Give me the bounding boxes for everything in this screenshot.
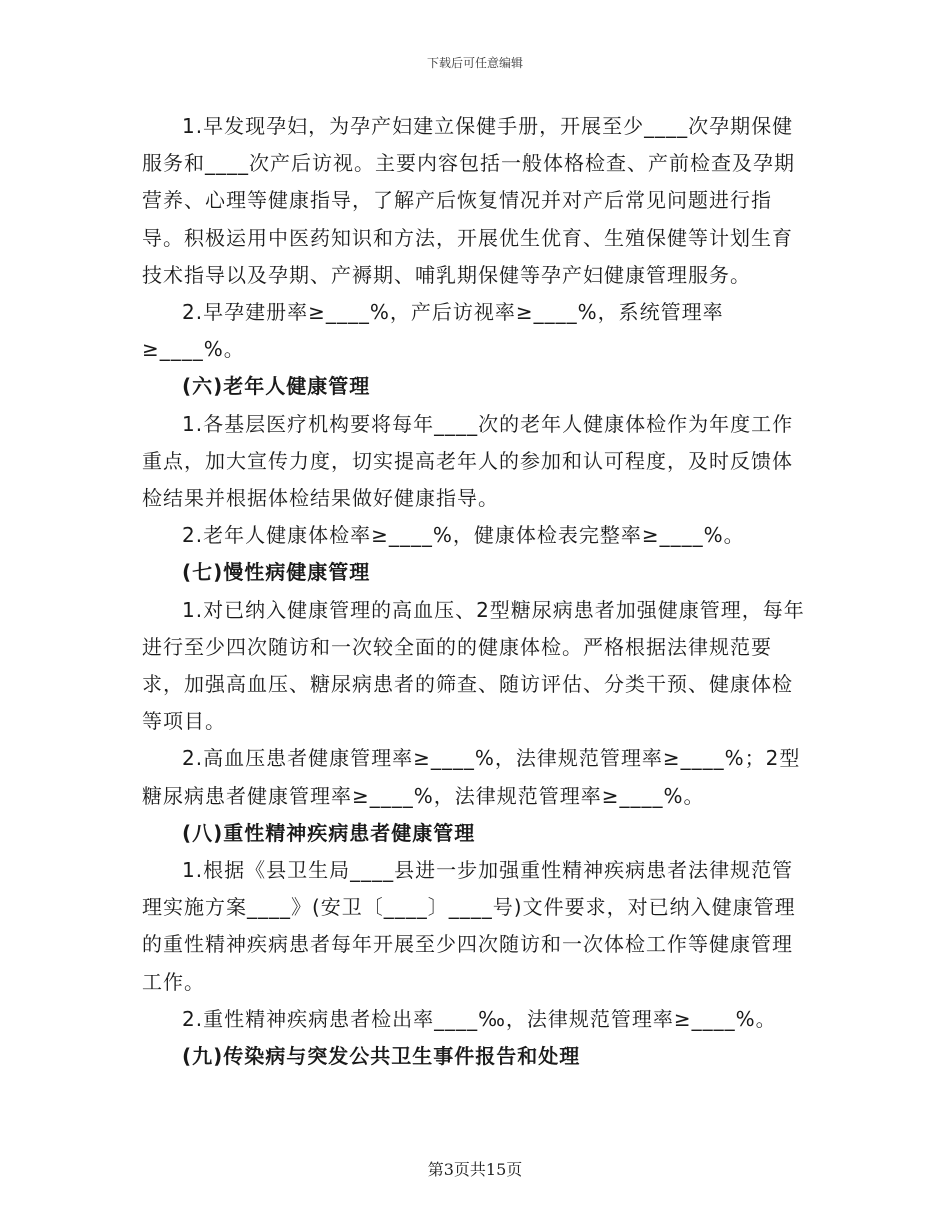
paragraph: 1.对已纳入健康管理的高血压、2型糖尿病患者加强健康管理，每年进行至少四次随访和一次较全面的的健康体检。严格根据法律规范要求，加强高血压、糖尿病患者的筛查、随访评估、分类干预、健康体检等项目。 <box>142 597 805 734</box>
section-heading: (九)传染病与突发公共卫生事件报告和处理 <box>182 1044 581 1069</box>
paragraph: 1.早发现孕妇，为孕产妇建立保健手册，开展至少____次孕期保健服务和____次产后访视。主要内容包括一般体格检查、产前检查及孕期营养、心理等健康指导，了解产后恢复情况并对产后常见问题进行指导。积极运用中医药知识和方法，开展优生优育、生殖保健等计划生育技术指导以及孕期、产褥期、哺乳期保健等孕产妇健康管理服务。 <box>142 114 795 287</box>
paragraph: 2.早孕建册率≥____%，产后访视率≥____%，系统管理率≥____%。 <box>142 300 724 362</box>
paragraph: 2.重性精神疾病患者检出率____‰，法律规范管理率≥____%。 <box>182 1006 777 1031</box>
page-footer: 第3页共15页 <box>427 1160 523 1179</box>
paragraph: 1.各基层医疗机构要将每年____次的老年人健康体检作为年度工作重点，加大宣传力度，切实提高老年人的参加和认可程度，及时反馈体检结果并根据体检结果做好健康指导。 <box>142 411 794 511</box>
section-heading: (八)重性精神疾病患者健康管理 <box>182 820 476 845</box>
section-heading: (七)慢性病健康管理 <box>182 560 371 585</box>
document-body <box>142 108 810 1075</box>
page-header: 下载后可任意编辑 <box>426 56 523 70</box>
paragraph: 2.老年人健康体检率≥____%，健康体检表完整率≥____%。 <box>182 523 745 548</box>
section-heading: (六)老年人健康管理 <box>182 374 371 399</box>
paragraph: 1.根据《县卫生局____县进一步加强重性精神疾病患者法律规范管理实施方案____》(安卫〔____〕____号)文件要求，对已纳入健康管理的重性精神疾病患者每年开展至少四次随访和一次体检工作等健康管理工作。 <box>142 858 796 994</box>
paragraph: 2.高血压患者健康管理率≥____%，法律规范管理率≥____%；2型糖尿病患者健康管理率≥____%，法律规范管理率≥____%。 <box>142 746 801 808</box>
